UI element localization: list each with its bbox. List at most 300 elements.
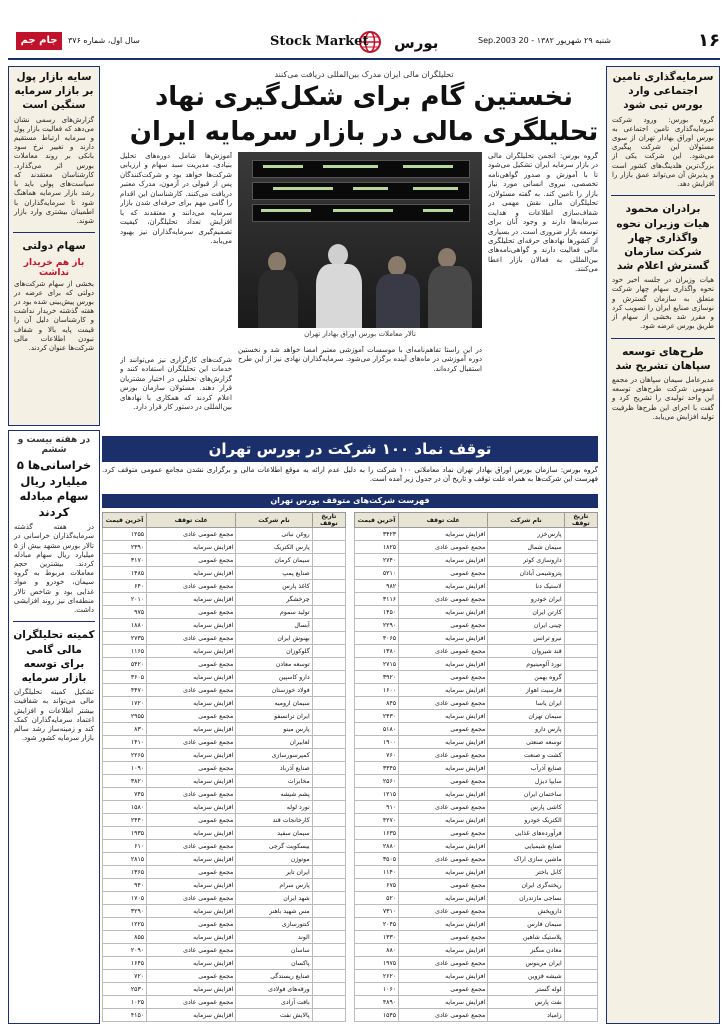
table-row: [355, 944, 598, 957]
table-row: [103, 1009, 346, 1022]
table-cell: صنایع آذرباد: [236, 762, 312, 775]
table-row: [103, 710, 346, 723]
table-cell: [564, 723, 597, 736]
table-cell: افزایش سرمایه: [399, 606, 488, 619]
table-cell: پارس الکتریک: [236, 541, 312, 554]
table-cell: مجمع عمومی عادی: [399, 801, 488, 814]
table-cell: ۸۸۰: [355, 944, 399, 957]
table-cell: ۱۶۰۰: [355, 684, 399, 697]
table-row: [355, 957, 598, 970]
table-row: [103, 658, 346, 671]
table-cell: [312, 697, 345, 710]
table-cell: ۱۴۵۰: [355, 606, 399, 619]
table-cell: [564, 918, 597, 931]
table-row: [355, 1009, 598, 1022]
table-cell: مجمع عمومی عادی: [147, 684, 236, 697]
table-cell: سیمان کرمان: [236, 554, 312, 567]
table-cell: افزایش سرمایه: [399, 970, 488, 983]
table-cell: ساسان: [236, 944, 312, 957]
table-cell: مجمع عمومی عادی: [399, 905, 488, 918]
table-cell: افزایش سرمایه: [147, 983, 236, 996]
table-cell: موتوژن: [236, 853, 312, 866]
table-cell: ۳۹۲۰: [355, 671, 399, 684]
table-cell: [312, 970, 345, 983]
table-row: [355, 775, 598, 788]
left-article-title-2: سهام دولتی: [22, 240, 86, 253]
table-cell: افزایش سرمایه: [147, 541, 236, 554]
table-cell: [312, 957, 345, 970]
table-row: [355, 840, 598, 853]
table-cell: نساجی مازندران: [488, 892, 564, 905]
table-cell: افزایش سرمایه: [147, 775, 236, 788]
table-row: [355, 723, 598, 736]
table-row: [103, 697, 346, 710]
table-cell: افزایش سرمایه: [399, 840, 488, 853]
table-cell: ۲۴۳۰: [355, 710, 399, 723]
table-row: [355, 892, 598, 905]
table-cell: توسعه صنعتی: [488, 736, 564, 749]
table-cell: افزایش سرمایه: [399, 632, 488, 645]
table-row: [355, 567, 598, 580]
main-body-col-a: گروه بورس: انجمن تحلیلگران مالی در بازار سرمایه ایران تشکیل می‌شود تا با آموزش و صدور گواهی‌نامه تخصصی، نیروی انسانی مورد نیاز بازار را تامین کند. به گفته مسئولان، تحلیلگران مالی نقش مهمی در شفاف‌سازی اطلاعات و هدایت سرمایه‌ها دارند و وجود آنان برای توسعه بازار ضروری است. در بسیاری از کشورها نهادهای حرفه‌ای تحلیلگری مالی فعالیت دارند و گواهی‌نامه‌های بین‌المللی به فعالان بازار اعطا می‌کنند.: [488, 152, 598, 274]
table-cell: پالایش نفت: [236, 1009, 312, 1022]
table-cell: ۱۲۵۵: [103, 528, 147, 541]
table-row: [103, 684, 346, 697]
table-cell: [564, 736, 597, 749]
table-cell: افزایش سرمایه: [399, 684, 488, 697]
table-cell: پاکسان: [236, 957, 312, 970]
table-cell: افزایش سرمایه: [399, 658, 488, 671]
table-row: [355, 866, 598, 879]
table-cell: افزایش سرمایه: [147, 879, 236, 892]
table-row: [103, 970, 346, 983]
table-cell: مجمع عمومی: [147, 814, 236, 827]
table-cell: مجمع عمومی عادی: [147, 892, 236, 905]
table-cell: ۵۴۲۰: [103, 658, 147, 671]
table-cell: [312, 827, 345, 840]
table-cell: مجمع عمومی عادی: [147, 788, 236, 801]
table-cell: افزایش سرمایه: [147, 619, 236, 632]
table-cell: [564, 840, 597, 853]
table-cell: معادن منگنز: [488, 944, 564, 957]
table-cell: [312, 723, 345, 736]
table-cell: سیمان شمال: [488, 541, 564, 554]
table-row: [355, 710, 598, 723]
main-body-col-c: شرکت‌های کارگزاری نیز می‌توانند از خدمات این تحلیلگران استفاده کنند و گزارش‌های تحلیلی در اختیار مشتریان قرار دهند. مسئولان سازمان بورس اعلام کردند که همکاری با نهادهای بین‌المللی در دستور کار قرار دارد.: [120, 356, 232, 412]
table-row: [103, 892, 346, 905]
table-row: [103, 918, 346, 931]
table-cell: افزایش سرمایه: [399, 736, 488, 749]
table-cell: [564, 632, 597, 645]
table-cell: ۲۶۲۰: [355, 970, 399, 983]
table-cell: [312, 931, 345, 944]
table-cell: ۲۰۱۰: [103, 593, 147, 606]
page-header: [8, 24, 720, 60]
table-cell: [312, 710, 345, 723]
table-cell: مجمع عمومی عادی: [147, 632, 236, 645]
main-body-col-b: آموزش‌ها شامل دوره‌های تحلیل بنیادی، مدیریت سبد سهام و ارزیابی شرکت‌ها خواهد بود و شرکت‌کنندگان پس از قبولی در آزمون، مدرک معتبر دریافت می‌کنند. کارشناسان این اقدام را گامی مهم برای حرفه‌ای شدن بازار سرمایه می‌دانند و معتقدند که با افزایش تعداد تحلیلگران، کیفیت تصمیم‌گیری سرمایه‌گذاران نیز بهبود می‌یابد.: [120, 152, 232, 245]
table-cell: ۸۳۰: [103, 723, 147, 736]
table-cell: [312, 593, 345, 606]
right-article-body-2: هیات وزیران در جلسه اخیر خود نحوه واگذاری سهام چهار شرکت متعلق به سازمان گسترش و نوسازی صنایع ایران را تصویب کرد و مقرر شد بخشی از سهام از طریق بورس عرضه شود.: [612, 276, 714, 331]
table-cell: مجمع عمومی عادی: [147, 996, 236, 1009]
table-row: [355, 827, 598, 840]
table-row: [355, 684, 598, 697]
table-cell: مجمع عمومی: [147, 866, 236, 879]
table-cell: [312, 918, 345, 931]
table-cell: [312, 554, 345, 567]
table-cell: [312, 541, 345, 554]
table-cell: توسعه معادن: [236, 658, 312, 671]
table-row: [355, 632, 598, 645]
table-cell: افزایش سرمایه: [399, 788, 488, 801]
table-cell: [312, 606, 345, 619]
table-row: [103, 749, 346, 762]
table-cell: [564, 892, 597, 905]
table-cell: مجمع عمومی عادی: [399, 749, 488, 762]
ticker-board: [252, 182, 470, 200]
table-row: [355, 619, 598, 632]
table-cell: الوند: [236, 931, 312, 944]
table-cell: ۲۰۴۵: [355, 918, 399, 931]
column-header: علت توقف: [399, 513, 488, 528]
table-cell: بیسکویت گرجی: [236, 840, 312, 853]
table-cell: لاستیک دنا: [488, 580, 564, 593]
table-row: [355, 814, 598, 827]
table-row: [103, 554, 346, 567]
table-row: [103, 606, 346, 619]
table-cell: ۲۸۸۰: [355, 840, 399, 853]
table-cell: [564, 528, 597, 541]
table-cell: [564, 957, 597, 970]
table-cell: مجمع عمومی: [399, 775, 488, 788]
ticker-board: [252, 204, 470, 222]
table-cell: لوله گستر: [488, 983, 564, 996]
table-cell: افزایش سرمایه: [399, 892, 488, 905]
table-cell: صنایع ریسندگی: [236, 970, 312, 983]
table-cell: ۱۶۳۵: [355, 827, 399, 840]
table-cell: [312, 736, 345, 749]
table-row: [355, 970, 598, 983]
section-title-en: Stock Market: [270, 34, 369, 49]
table-cell: [312, 762, 345, 775]
table-cell: مجمع عمومی: [147, 554, 236, 567]
table-cell: [312, 645, 345, 658]
section-title-fa: بورس: [394, 34, 439, 52]
table-cell: مجمع عمومی عادی: [147, 736, 236, 749]
suspended-companies-table-right: [354, 512, 598, 1022]
table-cell: ۶۷۵: [355, 879, 399, 892]
table-cell: افزایش سرمایه: [147, 749, 236, 762]
table-row: [103, 580, 346, 593]
table-cell: [564, 879, 597, 892]
table-cell: سایپا دیزل: [488, 775, 564, 788]
table-cell: [312, 567, 345, 580]
table-row: [355, 593, 598, 606]
table-cell: مجمع عمومی: [147, 606, 236, 619]
table-cell: افزایش سرمایه: [399, 918, 488, 931]
table-cell: [312, 814, 345, 827]
table-cell: [564, 814, 597, 827]
right-sidebar: [606, 66, 720, 1024]
table-cell: ۱۰۹۰: [103, 762, 147, 775]
table-cell: [564, 554, 597, 567]
table-row: [355, 801, 598, 814]
table-cell: گلوکوزان: [236, 645, 312, 658]
table-cell: سیمان تهران: [488, 710, 564, 723]
table-cell: [564, 697, 597, 710]
table-cell: ۵۲۱۰: [355, 567, 399, 580]
column-header: نام شرکت: [236, 513, 312, 528]
table-row: [103, 671, 346, 684]
table-cell: مجمع عمومی: [147, 762, 236, 775]
table-cell: [564, 619, 597, 632]
table-row: [103, 957, 346, 970]
issue-line: سال اول، شماره ۳۷۶: [68, 36, 140, 45]
table-cell: افزایش سرمایه: [399, 762, 488, 775]
table-cell: ۲۹۵۵: [103, 710, 147, 723]
table-row: [103, 905, 346, 918]
table-cell: صنایع شیمیایی: [488, 840, 564, 853]
table-row: [103, 814, 346, 827]
table-cell: آبسال: [236, 619, 312, 632]
table-cell: ۱۱۴۰: [355, 866, 399, 879]
table-cell: مس شهید باهنر: [236, 905, 312, 918]
table-cell: [312, 879, 345, 892]
table-cell: ۱۹۰۰: [355, 736, 399, 749]
table-cell: ۱۲۱۵: [355, 788, 399, 801]
table-cell: کارخانجات قند: [236, 814, 312, 827]
column-header: تاریخ توقف: [564, 513, 597, 528]
right-article-body-1: گروه بورس: ورود شرکت سرمایه‌گذاری تامین اجتماعی به بورس اوراق بهادار تهران از سوی مسئولان این شرکت پیگیری می‌شود. این شرکت یکی از بزرگ‌ترین هلدینگ‌های کشور است و پذیرش آن می‌تواند عمق بازار را افزایش دهد.: [612, 115, 714, 189]
table-cell: ۱۷۲۰: [103, 697, 147, 710]
left-article-title-4: کمیته تحلیلگران مالی گامی برای توسعه بازار سرمایه: [13, 629, 95, 684]
table-row: [355, 788, 598, 801]
table-cell: پارس مینو: [236, 723, 312, 736]
table-cell: [564, 801, 597, 814]
table-row: [103, 593, 346, 606]
table-cell: ۲۲۹۰: [355, 619, 399, 632]
table-cell: فارسیت اهواز: [488, 684, 564, 697]
table-cell: [312, 684, 345, 697]
table-cell: افزایش سرمایه: [147, 957, 236, 970]
table-cell: ایران تایر: [236, 866, 312, 879]
table-cell: ۴۱۵۰: [103, 1009, 147, 1022]
table-cell: [564, 827, 597, 840]
table-cell: ۷۲۰: [103, 970, 147, 983]
table-row: [103, 632, 346, 645]
table-cell: مجمع عمومی: [399, 827, 488, 840]
table-cell: فرآورده‌های غذایی: [488, 827, 564, 840]
table-row: [355, 541, 598, 554]
table-cell: مجمع عمومی عادی: [147, 944, 236, 957]
table-row: [355, 671, 598, 684]
table-cell: الکتریک خودرو: [488, 814, 564, 827]
table-cell: ۲۸۱۵: [103, 853, 147, 866]
table-cell: [312, 905, 345, 918]
table-cell: [564, 671, 597, 684]
table-cell: [312, 671, 345, 684]
table-cell: ۸۴۵: [355, 697, 399, 710]
table-row: [103, 645, 346, 658]
left-sidebar-bottom: [8, 430, 100, 1024]
suspended-companies-table-left: [102, 512, 346, 1022]
table-row: [355, 645, 598, 658]
table-cell: [564, 931, 597, 944]
left-article-body-4: تشکیل کمیته تحلیلگران مالی می‌تواند به شفافیت بیشتر اطلاعات و افزایش اعتماد سرمایه‌گذاران کمک کند و زمینه‌ساز رشد سالم بازار سرمایه کشور شود.: [14, 688, 94, 743]
table-cell: قند شیروان: [488, 645, 564, 658]
table-cell: افزایش سرمایه: [147, 905, 236, 918]
table-cell: [564, 567, 597, 580]
table-cell: افزایش سرمایه: [147, 1009, 236, 1022]
newspaper-logo: جام جم: [16, 32, 62, 50]
table-cell: ۱۳۳۰: [355, 931, 399, 944]
table-cell: افزایش سرمایه: [399, 554, 488, 567]
table-cell: [564, 970, 597, 983]
table-row: [103, 788, 346, 801]
table-cell: [564, 853, 597, 866]
table-cell: ۱۸۲۵: [355, 541, 399, 554]
left-article-body-3: در هفته گذشته سرمایه‌گذاران خراسانی در تالار بورس مشهد بیش از ۵ میلیارد ریال سهام مبادله کردند. بیشترین حجم معاملات مربوط به گروه سیمان، خودرو و مواد غذایی بود و شاخص تالار منطقه‌ای نیز روند افزایشی داشت.: [14, 523, 94, 615]
left-article-title-1: سایه بازار پول بر بازار سرمایه سنگین است: [14, 71, 94, 112]
table-cell: ۳۴۲۳: [355, 528, 399, 541]
table-cell: لعابیران: [236, 736, 312, 749]
table-row: [103, 567, 346, 580]
table-row: [355, 918, 598, 931]
table-row: [103, 528, 346, 541]
table-cell: [312, 866, 345, 879]
table-row: [103, 723, 346, 736]
table-cell: مجمع عمومی: [399, 619, 488, 632]
table-cell: ۲۷۱۵: [355, 658, 399, 671]
column-header: علت توقف: [147, 513, 236, 528]
table-row: [355, 879, 598, 892]
table-cell: ۳۲۹۰: [103, 905, 147, 918]
table-cell: ۳۶۰۵: [103, 671, 147, 684]
table-cell: [564, 905, 597, 918]
table-cell: داروسازی کوثر: [488, 554, 564, 567]
table-cell: پتروشیمی آبادان: [488, 567, 564, 580]
table-cell: [564, 983, 597, 996]
table-cell: شیشه قزوین: [488, 970, 564, 983]
table-row: [103, 996, 346, 1009]
table-cell: ایران ترانسفو: [236, 710, 312, 723]
table-cell: مجمع عمومی: [399, 567, 488, 580]
table-cell: [564, 749, 597, 762]
table-cell: ۹۱۰: [355, 801, 399, 814]
table-cell: نورد لوله: [236, 801, 312, 814]
table-cell: ۱۶۴۵: [103, 957, 147, 970]
table-cell: مجمع عمومی: [147, 918, 236, 931]
right-article-title-1: سرمایه‌گذاری تامین اجتماعی وارد بورس تبی شود: [612, 71, 714, 112]
table-cell: کاشی پارس: [488, 801, 564, 814]
divider: [611, 195, 715, 196]
main-kicker: تحلیلگران مالی ایران مدرک بین‌المللی دریافت می‌کنند: [274, 70, 454, 79]
table-cell: ۱۷۰۵: [103, 892, 147, 905]
table-cell: ۲۷۳۵: [103, 632, 147, 645]
table-cell: ۱۹۳۵: [103, 827, 147, 840]
table-cell: [564, 580, 597, 593]
table-row: [103, 840, 346, 853]
table-cell: افزایش سرمایه: [147, 931, 236, 944]
table-cell: مجمع عمومی عادی: [399, 593, 488, 606]
table-cell: ۳۵۰۵: [355, 853, 399, 866]
table-cell: [564, 1009, 597, 1022]
table-cell: سیمان ارومیه: [236, 697, 312, 710]
table-cell: شهد ایران: [236, 892, 312, 905]
date-line: شنبه ۲۹ شهریور ۱۳۸۲ - 20 Sep.2003: [478, 36, 611, 45]
table-cell: مجمع عمومی: [147, 970, 236, 983]
table-cell: ۷۴۵: [103, 788, 147, 801]
table-cell: [564, 710, 597, 723]
left-article-body-2: بخشی از سهام شرکت‌های دولتی که برای عرضه در بورس پیش‌بینی شده بود در هفته گذشته خریدار نداشت و کارشناسان دلیل آن را قیمت پایه بالا و شفاف نبودن اطلاعات مالی شرکت‌ها عنوان کردند.: [14, 279, 94, 353]
table-title: فهرست شرکت‌های متوقف بورس تهران: [102, 494, 598, 508]
table-cell: ۱۹۷۵: [355, 957, 399, 970]
table-cell: [312, 944, 345, 957]
table-row: [355, 931, 598, 944]
table-cell: ۲۷۴۰: [355, 554, 399, 567]
table-cell: مجمع عمومی عادی: [147, 528, 236, 541]
table-cell: بافت آزادی: [236, 996, 312, 1009]
table-row: [103, 853, 346, 866]
table-cell: کشت و صنعت: [488, 749, 564, 762]
table-cell: ۱۲۲۵: [103, 918, 147, 931]
table-cell: ۱۳۸۰: [355, 645, 399, 658]
table-cell: افزایش سرمایه: [399, 866, 488, 879]
table-cell: سیمان سفید: [236, 827, 312, 840]
table-cell: مجمع عمومی: [399, 983, 488, 996]
table-cell: ۲۵۳۰: [103, 983, 147, 996]
table-cell: ۳۱۱۶: [355, 593, 399, 606]
table-cell: [564, 645, 597, 658]
table-cell: سیمان فارس: [488, 918, 564, 931]
table-cell: ساختمان ایران: [488, 788, 564, 801]
table-cell: [564, 606, 597, 619]
left-article-kicker-3: در هفته بیست و ششم: [17, 435, 91, 455]
table-cell: افزایش سرمایه: [147, 853, 236, 866]
table-cell: ۷۶۰: [355, 749, 399, 762]
table-row: [103, 619, 346, 632]
table-cell: ایران خودرو: [488, 593, 564, 606]
table-cell: فولاد خوزستان: [236, 684, 312, 697]
table-row: [103, 866, 346, 879]
table-cell: مجمع عمومی عادی: [147, 580, 236, 593]
table-cell: [564, 658, 597, 671]
table-row: [355, 762, 598, 775]
table-cell: ریخته‌گری ایران: [488, 879, 564, 892]
ticker-board: [252, 160, 470, 178]
table-cell: [312, 892, 345, 905]
table-cell: [312, 749, 345, 762]
table-row: [103, 541, 346, 554]
table-cell: ۱۱۶۵: [103, 645, 147, 658]
table-cell: پلاستیک شاهین: [488, 931, 564, 944]
table-cell: [564, 593, 597, 606]
right-article-title-2: برادران محمود هیات وزیران نحوه واگذاری چهار شرکت سازمان گسترش اعلام شد: [616, 203, 710, 273]
table-row: [355, 996, 598, 1009]
table-cell: ۶۱۰: [103, 840, 147, 853]
table-cell: افزایش سرمایه: [399, 996, 488, 1009]
table-section-intro: گروه بورس: سازمان بورس اوراق بهادار تهران نماد معاملاتی ۱۰۰ شرکت را به دلیل عدم ارائه به موقع اطلاعات مالی و برگزاری نشدن مجامع عمومی متوقف کرد. فهرست این شرکت‌ها به همراه علت توقف و تاریخ آن در جدول زیر آمده است.: [102, 466, 598, 484]
table-cell: نفت پارس: [488, 996, 564, 1009]
table-cell: چینی ایران: [488, 619, 564, 632]
table-row: [355, 905, 598, 918]
table-cell: دارو کاسپین: [236, 671, 312, 684]
table-row: [355, 736, 598, 749]
table-row: [355, 580, 598, 593]
table-row: [103, 762, 346, 775]
table-cell: مجمع عمومی عادی: [399, 645, 488, 658]
